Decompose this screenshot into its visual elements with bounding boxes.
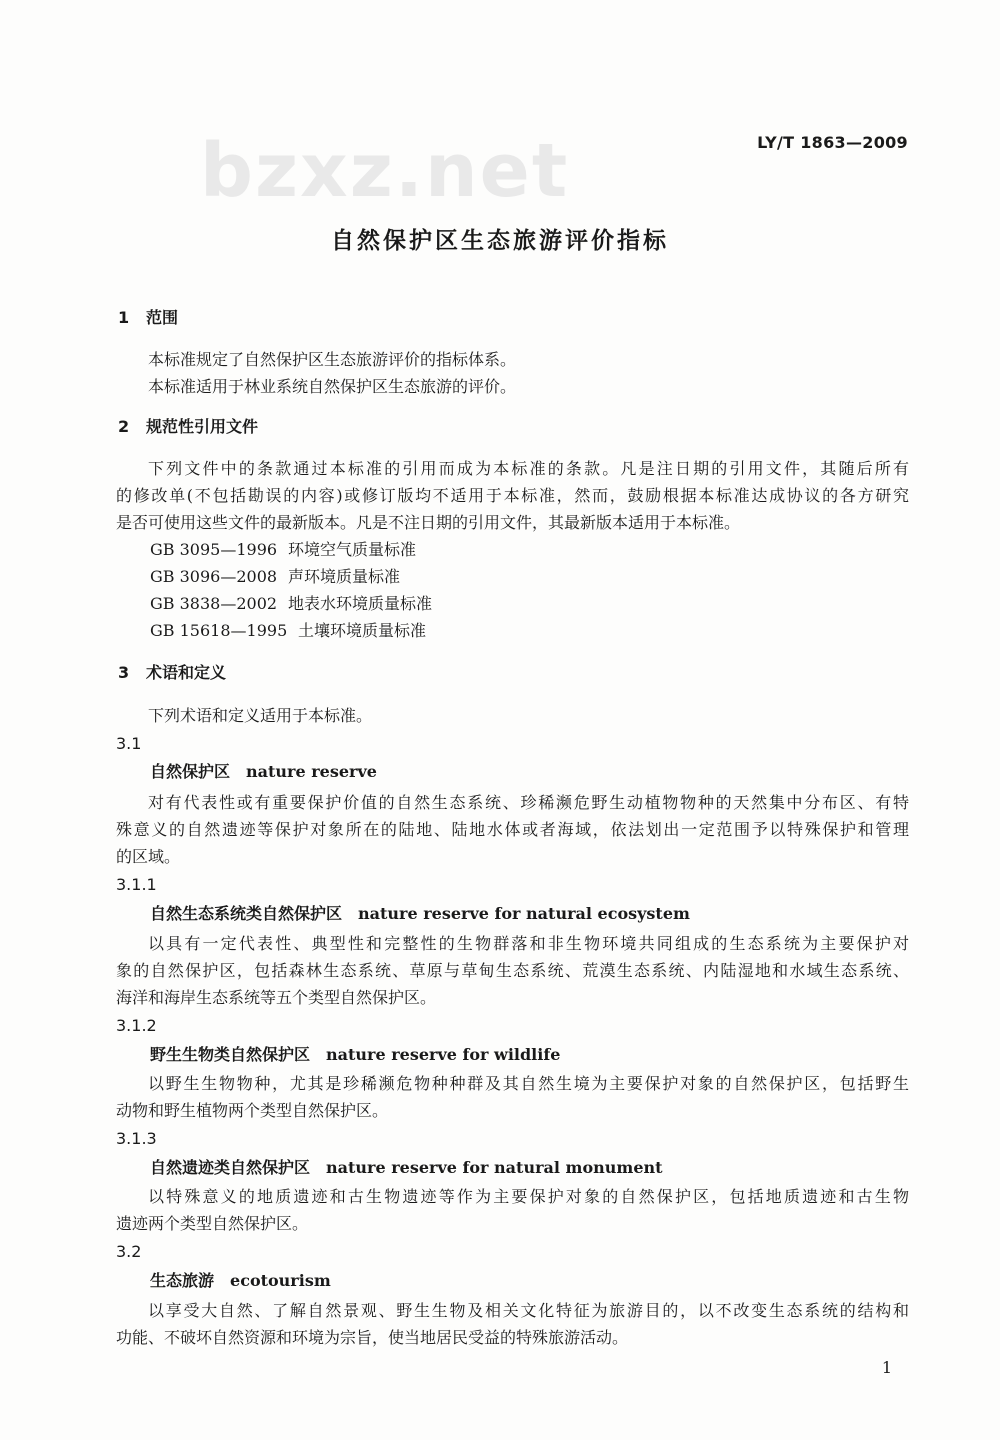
term-zh: 自然遗迹类自然保护区 (150, 1158, 311, 1177)
term-en: nature reserve (246, 762, 377, 781)
section-number: 1 (118, 308, 130, 327)
reference-item (150, 620, 426, 642)
term-heading (150, 1270, 331, 1292)
paragraph-line: 功能、不破坏自然资源和环境为宗旨，使当地居民受益的特殊旅游活动。 (116, 1328, 629, 1347)
section-title: 规范性引用文件 (146, 417, 259, 436)
term-heading (150, 903, 690, 925)
paragraph-line: 是否可使用这些文件的最新版本。凡是不注日期的引用文件，其最新版本适用于本标准。 (116, 513, 741, 532)
paragraph-line: 的区域。 (116, 847, 181, 866)
section-title: 范围 (146, 308, 179, 327)
reference-item (150, 566, 400, 588)
paragraph-line: 本标准规定了自然保护区生态旅游评价的指标体系。 (148, 350, 517, 369)
reference-title: 声环境质量标准 (288, 567, 401, 586)
paragraph-line: 以特殊意义的地质遗迹和古生物遗迹等作为主要保护对象的自然保护区，包括地质遗迹和古生物 (148, 1187, 909, 1206)
section-number: 3 (118, 663, 130, 682)
clause-number: 3.2 (116, 1242, 142, 1261)
paragraph-line: 殊意义的自然遗迹等保护对象所在的陆地、陆地水体或者海域，依法划出一定范围予以特殊保护和管理 (116, 820, 909, 839)
section-heading (118, 307, 178, 329)
paragraph-line: 海洋和海岸生态系统等五个类型自然保护区。 (116, 988, 437, 1007)
clause-number: 3.1.3 (116, 1129, 157, 1148)
term-en: nature reserve for wildlife (326, 1045, 561, 1064)
reference-code: GB 15618—1995 (150, 621, 288, 640)
watermark: bzxz.net (200, 128, 570, 214)
reference-code: GB 3095—1996 (150, 540, 278, 559)
paragraph-line: 的修改单(不包括勘误的内容)或修订版均不适用于本标准，然而，鼓励根据本标准达成协议的各方研究 (116, 486, 909, 505)
paragraph-line: 以享受大自然、了解自然景观、野生生物及相关文化特征为旅游目的，以不改变生态系统的结构和 (148, 1301, 909, 1320)
reference-item (150, 539, 416, 561)
paragraph-line: 遗迹两个类型自然保护区。 (116, 1214, 309, 1233)
term-zh: 自然生态系统类自然保护区 (150, 904, 343, 923)
paragraph-line: 动物和野生植物两个类型自然保护区。 (116, 1101, 389, 1120)
paragraph-line: 下列文件中的条款通过本标准的引用而成为本标准的条款。凡是注日期的引用文件，其随后所有 (148, 459, 909, 478)
term-zh: 生态旅游 (150, 1271, 215, 1290)
term-en: nature reserve for natural monument (326, 1158, 663, 1177)
term-heading (150, 761, 377, 783)
reference-title: 地表水环境质量标准 (288, 594, 433, 613)
term-heading (150, 1157, 663, 1179)
page-number: 1 (881, 1358, 892, 1377)
term-heading (150, 1044, 560, 1066)
term-zh: 自然保护区 (150, 762, 231, 781)
clause-number: 3.1.1 (116, 875, 157, 894)
paragraph-line: 下列术语和定义适用于本标准。 (148, 706, 373, 725)
reference-title: 环境空气质量标准 (288, 540, 417, 559)
paragraph-line: 本标准适用于林业系统自然保护区生态旅游的评价。 (148, 377, 517, 396)
paragraph-line: 对有代表性或有重要保护价值的自然生态系统、珍稀濒危野生动植物物种的天然集中分布区、有特 (148, 793, 909, 812)
section-heading (118, 662, 226, 684)
paragraph-line: 以具有一定代表性、典型性和完整性的生物群落和非生物环境共同组成的生态系统为主要保护对 (148, 934, 909, 953)
term-en: ecotourism (230, 1271, 331, 1290)
reference-code: GB 3838—2002 (150, 594, 278, 613)
section-number: 2 (118, 417, 130, 436)
section-heading (118, 416, 258, 438)
reference-item (150, 593, 432, 615)
paragraph-line: 象的自然保护区，包括森林生态系统、草原与草甸生态系统、荒漠生态系统、内陆湿地和水域生态系统、 (116, 961, 909, 980)
term-en: nature reserve for natural ecosystem (358, 904, 690, 923)
standard-code: LY/T 1863—2009 (757, 133, 908, 152)
clause-number: 3.1 (116, 734, 142, 753)
document-title: 自然保护区生态旅游评价指标 (331, 228, 669, 254)
section-title: 术语和定义 (146, 663, 227, 682)
term-zh: 野生生物类自然保护区 (150, 1045, 311, 1064)
clause-number: 3.1.2 (116, 1016, 157, 1035)
reference-title: 土壤环境质量标准 (298, 621, 427, 640)
reference-code: GB 3096—2008 (150, 567, 278, 586)
paragraph-line: 以野生生物物种，尤其是珍稀濒危物种种群及其自然生境为主要保护对象的自然保护区，包括野生 (148, 1074, 909, 1093)
